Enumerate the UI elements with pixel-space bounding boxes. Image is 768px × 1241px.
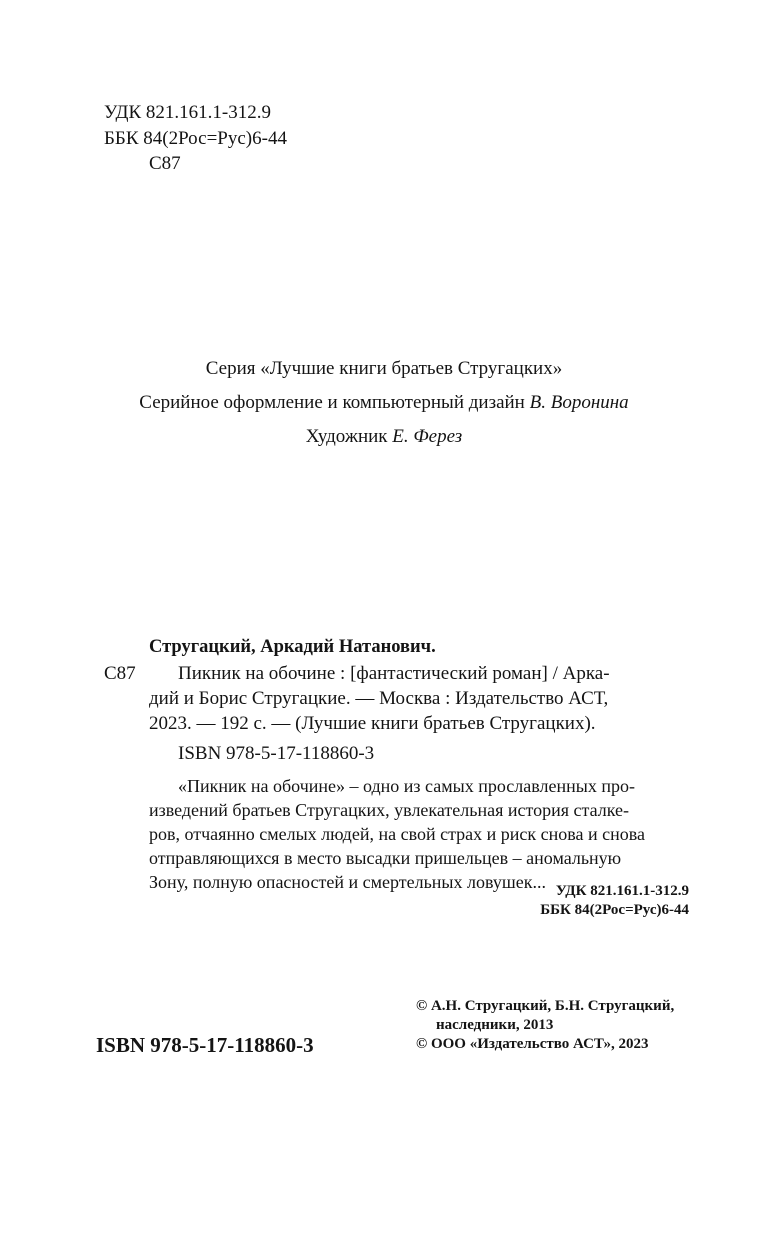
bbk-code: ББК 84(2Рос=Рус)6-44 [104,128,287,149]
bibliographic-author: Стругацкий, Аркадий Натанович. [149,637,436,657]
bibliographic-line: дий и Борис Стругацкие. — Москва : Издательство АСТ, [149,688,609,709]
artist-name: Е. Ферез [392,426,463,447]
designer-name: В. Воронина [529,392,629,413]
artist-credit [0,426,768,448]
bibliographic-isbn: ISBN 978-5-17-118860-3 [178,743,375,764]
bibliographic-author-mark: С87 [104,663,136,684]
design-credit [0,392,768,414]
series-credit: Серия «Лучшие книги братьев Стругацких» [205,358,563,379]
design-credit-label: Серийное оформление и компьютерный дизайн [139,392,525,413]
udk-code: УДК 821.161.1-312.9 [104,102,271,123]
isbn-main: ISBN 978-5-17-118860-3 [96,1033,314,1057]
copyright-publisher: © ООО «Издательство АСТ», 2023 [416,1036,649,1052]
annotation-line: ров, отчаянно смелых людей, на свой страх и риск снова и снова [149,824,646,844]
bibliographic-line: 2023. — 192 с. — (Лучшие книги братьев Стругацких). [149,713,596,734]
bibliographic-line: Пикник на обочине : [фантастический роман] / Арка- [178,663,610,684]
copyright-authors: © А.Н. Стругацкий, Б.Н. Стругацкий, [416,998,675,1014]
copyright-heirs: наследники, 2013 [436,1017,554,1033]
artist-credit-label: Художник [305,426,388,447]
annotation-line: отправляющихся в место высадки пришельцев – аномальную [149,848,622,868]
annotation-udk: УДК 821.161.1-312.9 [555,883,689,899]
annotation-line: Зону, полную опасностей и смертельных ловушек... [149,872,546,892]
annotation-line: «Пикник на обочине» – одно из самых прославленных про- [178,776,635,796]
annotation-bbk: ББК 84(2Рос=Рус)6-44 [540,902,689,918]
author-mark: С87 [149,153,181,174]
annotation-line: изведений братьев Стругацких, увлекательная история сталке- [149,800,630,820]
